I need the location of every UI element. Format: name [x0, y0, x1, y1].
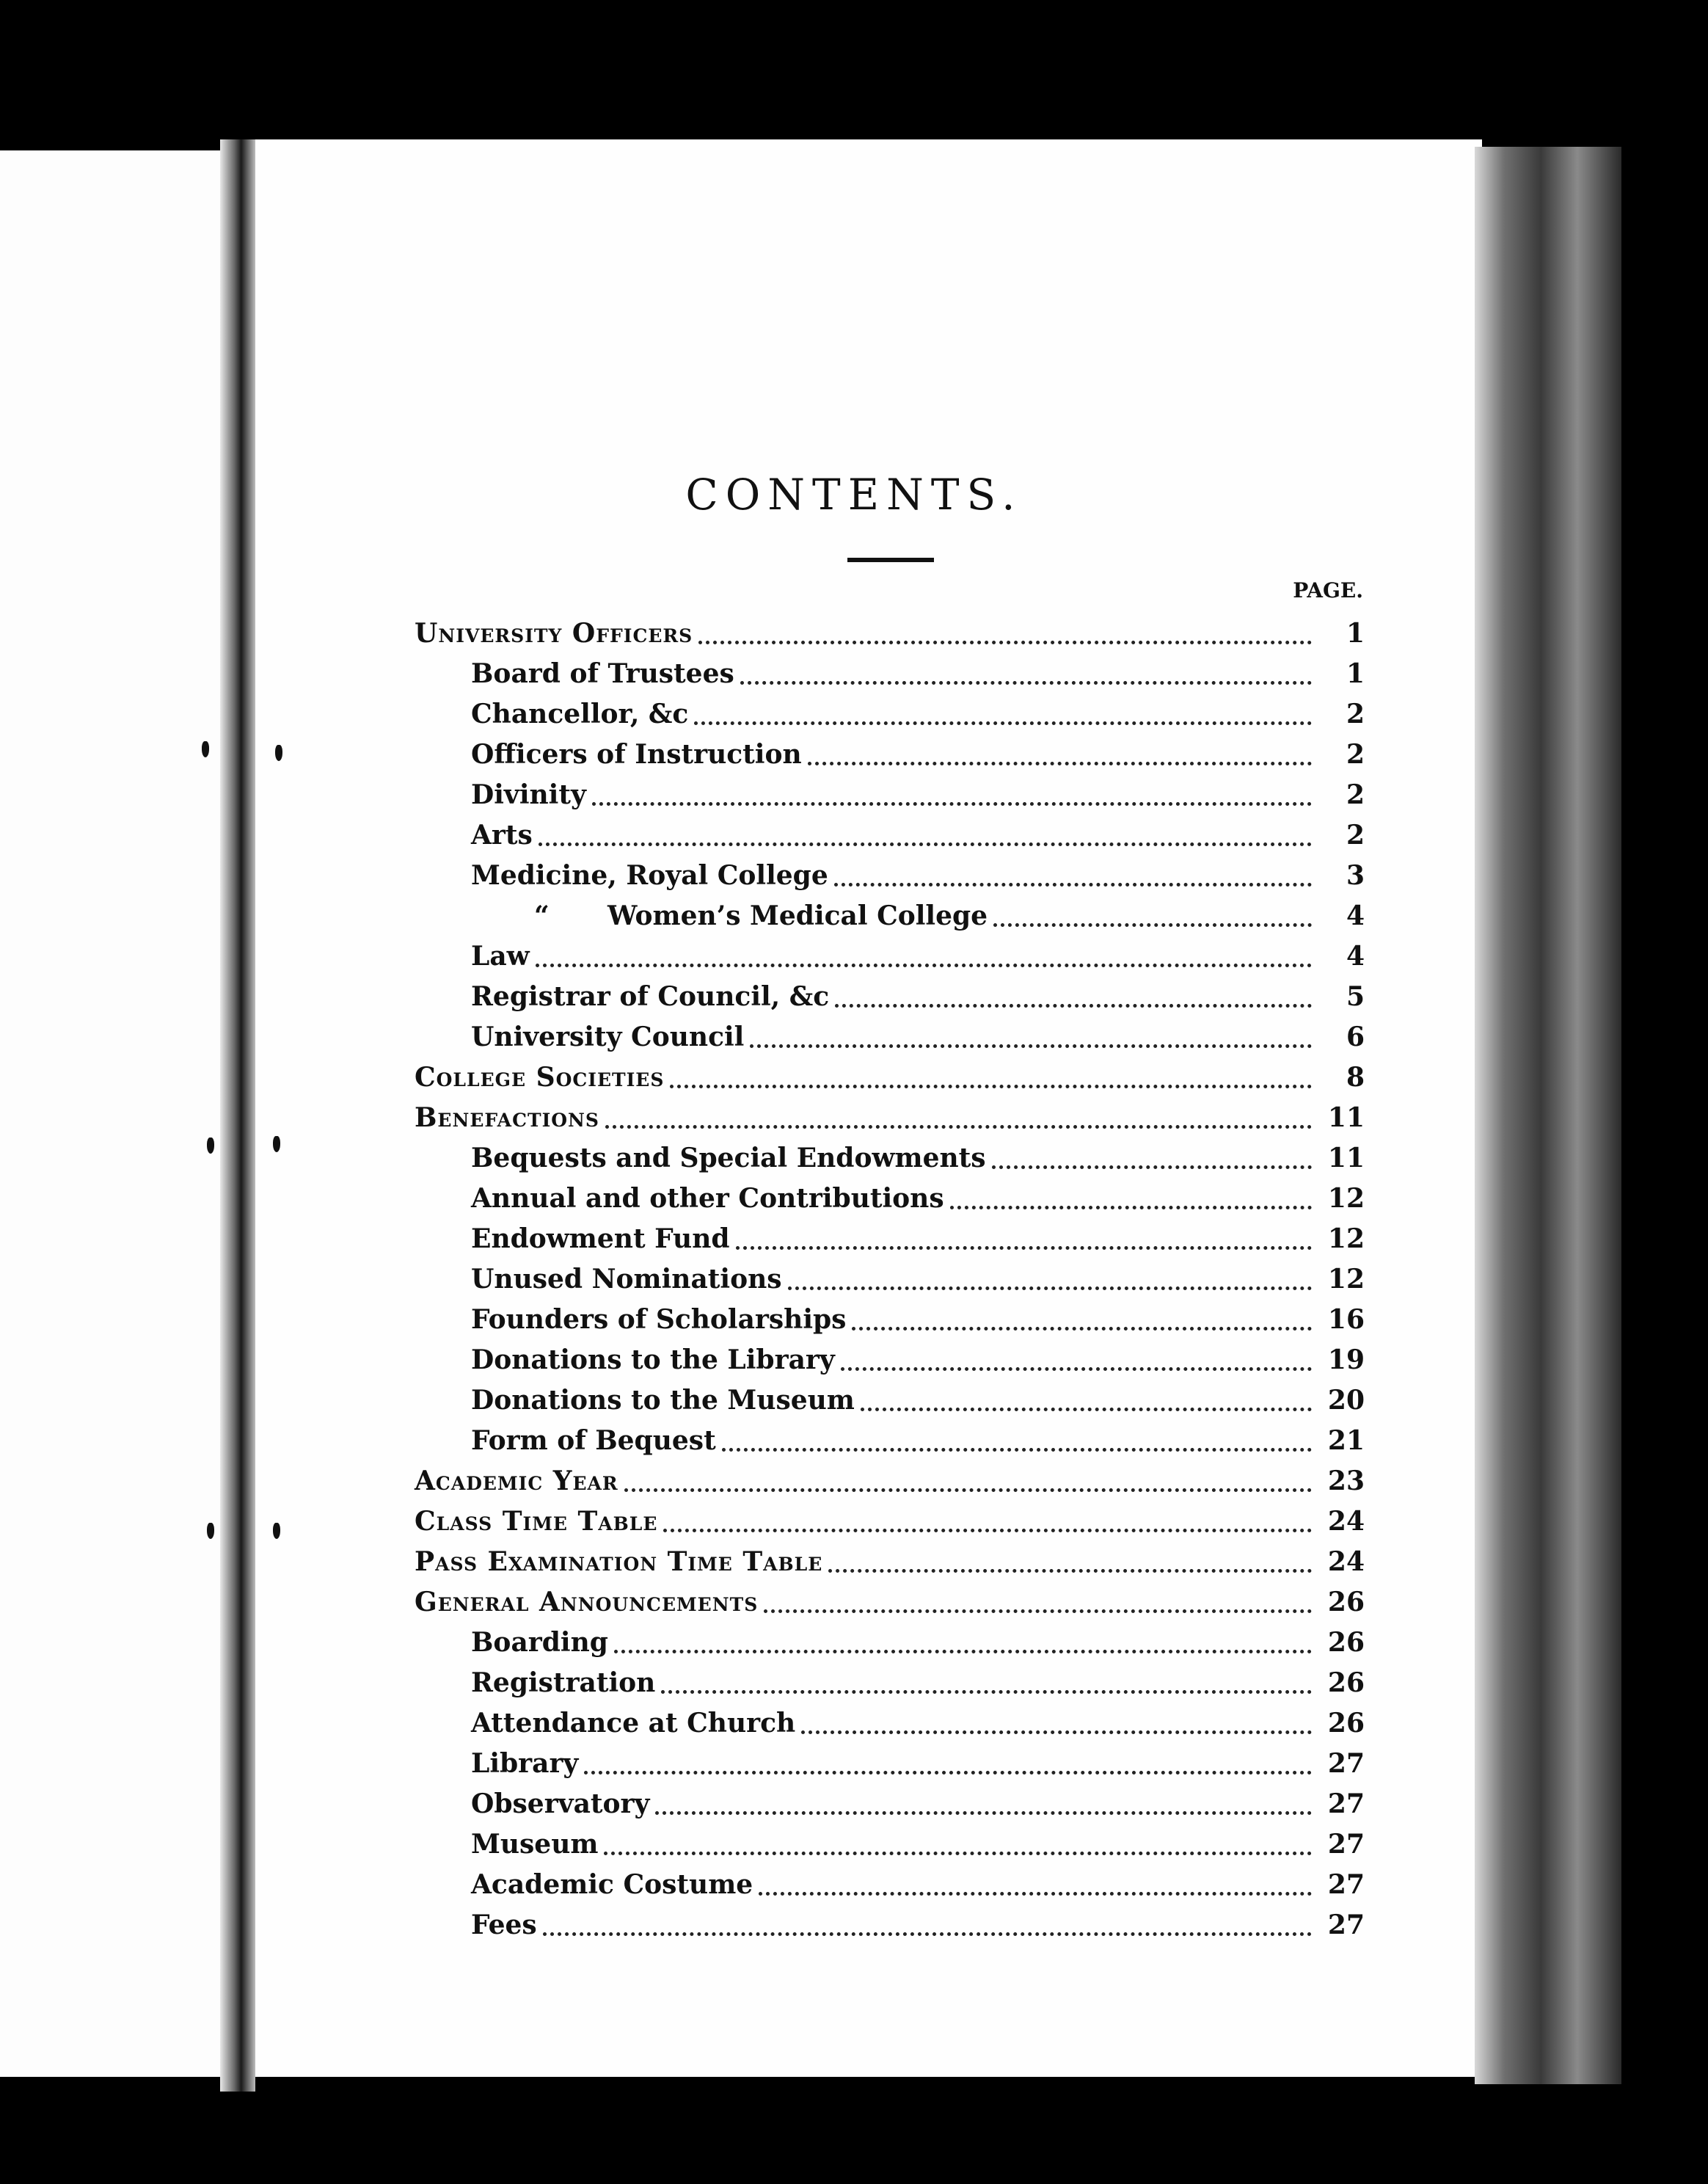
toc-page: 26: [1327, 1587, 1365, 1617]
toc-item: [471, 1741, 1365, 1779]
leader-dots: [584, 1770, 1312, 1774]
toc-page: 4: [1346, 941, 1365, 972]
leader-dots: [801, 1730, 1312, 1734]
toc-label-wrap: [534, 900, 988, 931]
toc-section: [415, 1055, 1365, 1093]
toc-page: 24: [1327, 1546, 1365, 1577]
toc-label: Annual and other Contributions: [471, 1183, 944, 1214]
leader-dots: [592, 801, 1312, 806]
toc-item: [471, 1660, 1365, 1698]
toc-label: Academic Costume: [471, 1869, 753, 1900]
binding-mark: [207, 1523, 214, 1539]
toc-page: 3: [1346, 860, 1365, 891]
toc-item: [471, 1135, 1365, 1173]
leader-dots: [698, 640, 1312, 644]
toc-section: [415, 1458, 1365, 1496]
toc-label: Board of Trustees: [471, 658, 734, 689]
toc-label: Pass Examination Time Table: [415, 1546, 823, 1577]
toc-page: 27: [1327, 1788, 1365, 1819]
toc-page: 5: [1346, 981, 1365, 1012]
toc-label: University Officers: [415, 618, 693, 649]
toc-label: Attendance at Church: [471, 1708, 796, 1739]
leader-dots: [736, 1245, 1312, 1250]
toc-label: Arts: [471, 820, 533, 851]
leader-dots: [543, 1932, 1312, 1936]
toc-page: 4: [1346, 900, 1365, 931]
toc-section: [415, 1499, 1365, 1537]
leader-dots: [624, 1488, 1312, 1492]
toc-label: Founders of Scholarships: [471, 1304, 847, 1335]
toc-label: Fees: [471, 1910, 537, 1940]
toc-label: Class Time Table: [415, 1506, 658, 1537]
binding-mark: [275, 745, 282, 761]
toc-page: 27: [1327, 1829, 1365, 1860]
leader-dots: [605, 1124, 1312, 1129]
toc-page: 26: [1327, 1667, 1365, 1698]
toc-page: 26: [1327, 1708, 1365, 1739]
ditto-mark: “: [534, 900, 550, 931]
toc-page: 20: [1327, 1385, 1365, 1416]
toc-section: [415, 1539, 1365, 1577]
toc-page: 26: [1327, 1627, 1365, 1658]
toc-label: Registrar of Council, &c: [471, 981, 830, 1012]
toc-page: 27: [1327, 1748, 1365, 1779]
toc-page: 12: [1327, 1183, 1365, 1214]
toc-page: 21: [1327, 1425, 1365, 1456]
toc-item: [471, 1256, 1365, 1295]
toc-label: Bequests and Special Endowments: [471, 1143, 986, 1173]
toc-section: [415, 1579, 1365, 1617]
leader-dots: [835, 1003, 1312, 1008]
toc-item: [471, 651, 1365, 689]
toc-label: Academic Year: [415, 1466, 618, 1496]
toc-item: [471, 812, 1365, 851]
binding-mark: [202, 741, 209, 757]
toc-item: [471, 1862, 1365, 1900]
leader-dots: [670, 1084, 1312, 1088]
toc-page: 27: [1327, 1869, 1365, 1900]
leader-dots: [993, 922, 1312, 927]
leader-dots: [655, 1810, 1312, 1815]
leader-dots: [614, 1649, 1312, 1653]
toc-label: Library: [471, 1748, 579, 1779]
binding-mark: [273, 1136, 280, 1152]
toc-page: 1: [1346, 618, 1365, 649]
leader-dots: [828, 1568, 1312, 1573]
toc-label: Donations to the Museum: [471, 1385, 855, 1416]
toc-page: 2: [1346, 699, 1365, 729]
leader-dots: [788, 1286, 1312, 1290]
leader-dots: [539, 842, 1312, 846]
toc-page: 23: [1327, 1466, 1365, 1496]
leader-dots: [604, 1851, 1312, 1855]
toc-label: Donations to the Library: [471, 1344, 835, 1375]
toc-item: [471, 974, 1365, 1012]
leader-dots: [694, 721, 1312, 725]
toc-label: Medicine, Royal College: [471, 860, 828, 891]
toc-label: Divinity: [471, 779, 586, 810]
leader-dots: [950, 1205, 1312, 1209]
toc-page: 2: [1346, 739, 1365, 770]
toc-label: Observatory: [471, 1788, 650, 1819]
leader-dots: [841, 1366, 1312, 1371]
leader-dots: [759, 1891, 1312, 1896]
toc-item: [471, 1700, 1365, 1739]
toc-item: [471, 772, 1365, 810]
left-page: [0, 150, 233, 2077]
toc-label: Boarding: [471, 1627, 608, 1658]
leader-dots: [740, 680, 1312, 685]
toc-section: [415, 1095, 1365, 1133]
toc-item: [471, 1821, 1365, 1860]
toc-label: Officers of Instruction: [471, 739, 802, 770]
toc-page: 2: [1346, 779, 1365, 810]
leader-dots: [808, 761, 1312, 765]
leader-dots: [852, 1326, 1312, 1331]
toc-page: 8: [1346, 1062, 1365, 1093]
toc-page: 19: [1327, 1344, 1365, 1375]
toc-item: [471, 691, 1365, 729]
toc-page: 12: [1327, 1264, 1365, 1295]
toc-label: Law: [471, 941, 530, 972]
toc-item: [471, 1377, 1365, 1416]
leader-dots: [663, 1528, 1312, 1532]
leader-dots: [834, 882, 1312, 887]
page-edge: [1475, 147, 1621, 2084]
toc-page: 11: [1327, 1143, 1365, 1173]
page-column-heading: PAGE.: [1293, 578, 1363, 603]
leader-dots: [764, 1609, 1312, 1613]
toc-page: 2: [1346, 820, 1365, 851]
toc-section: [415, 611, 1365, 649]
toc-label: Unused Nominations: [471, 1264, 782, 1295]
toc-label: Form of Bequest: [471, 1425, 716, 1456]
book-spine: [220, 139, 255, 2092]
toc-label: University Council: [471, 1022, 745, 1052]
leader-dots: [722, 1447, 1312, 1452]
toc-page: 24: [1327, 1506, 1365, 1537]
toc-item: [471, 1337, 1365, 1375]
toc-item: [471, 1620, 1365, 1658]
toc-label: Benefactions: [415, 1102, 599, 1133]
toc-page: 16: [1327, 1304, 1365, 1335]
toc-item: [471, 1418, 1365, 1456]
toc-label: General Announcements: [415, 1587, 759, 1617]
toc-label: Chancellor, &c: [471, 699, 689, 729]
toc-item: [471, 1297, 1365, 1335]
toc-subitem: [534, 893, 1365, 931]
toc-item: [471, 1781, 1365, 1819]
toc-item: [471, 1014, 1365, 1052]
leader-dots: [536, 963, 1312, 967]
toc-item: [471, 853, 1365, 891]
toc-label: College Societies: [415, 1062, 665, 1093]
toc-page: 11: [1327, 1102, 1365, 1133]
binding-mark: [207, 1138, 214, 1154]
toc-page: 1: [1346, 658, 1365, 689]
toc-item: [471, 1902, 1365, 1940]
binding-mark: [273, 1523, 280, 1539]
page-title: CONTENTS.: [685, 470, 1023, 520]
toc-page: 27: [1327, 1910, 1365, 1940]
toc-item: [471, 1176, 1365, 1214]
toc-label: Women’s Medical College: [607, 900, 988, 931]
toc-label: Museum: [471, 1829, 599, 1860]
leader-dots: [750, 1044, 1312, 1048]
toc-item: [471, 1216, 1365, 1254]
title-rule: [847, 558, 934, 562]
leader-dots: [861, 1407, 1312, 1411]
toc-item: [471, 933, 1365, 972]
toc-page: 6: [1346, 1022, 1365, 1052]
leader-dots: [661, 1689, 1312, 1694]
toc-label: Endowment Fund: [471, 1223, 730, 1254]
toc-item: [471, 732, 1365, 770]
toc-page: 12: [1327, 1223, 1365, 1254]
toc-label: Registration: [471, 1667, 656, 1698]
leader-dots: [992, 1165, 1312, 1169]
